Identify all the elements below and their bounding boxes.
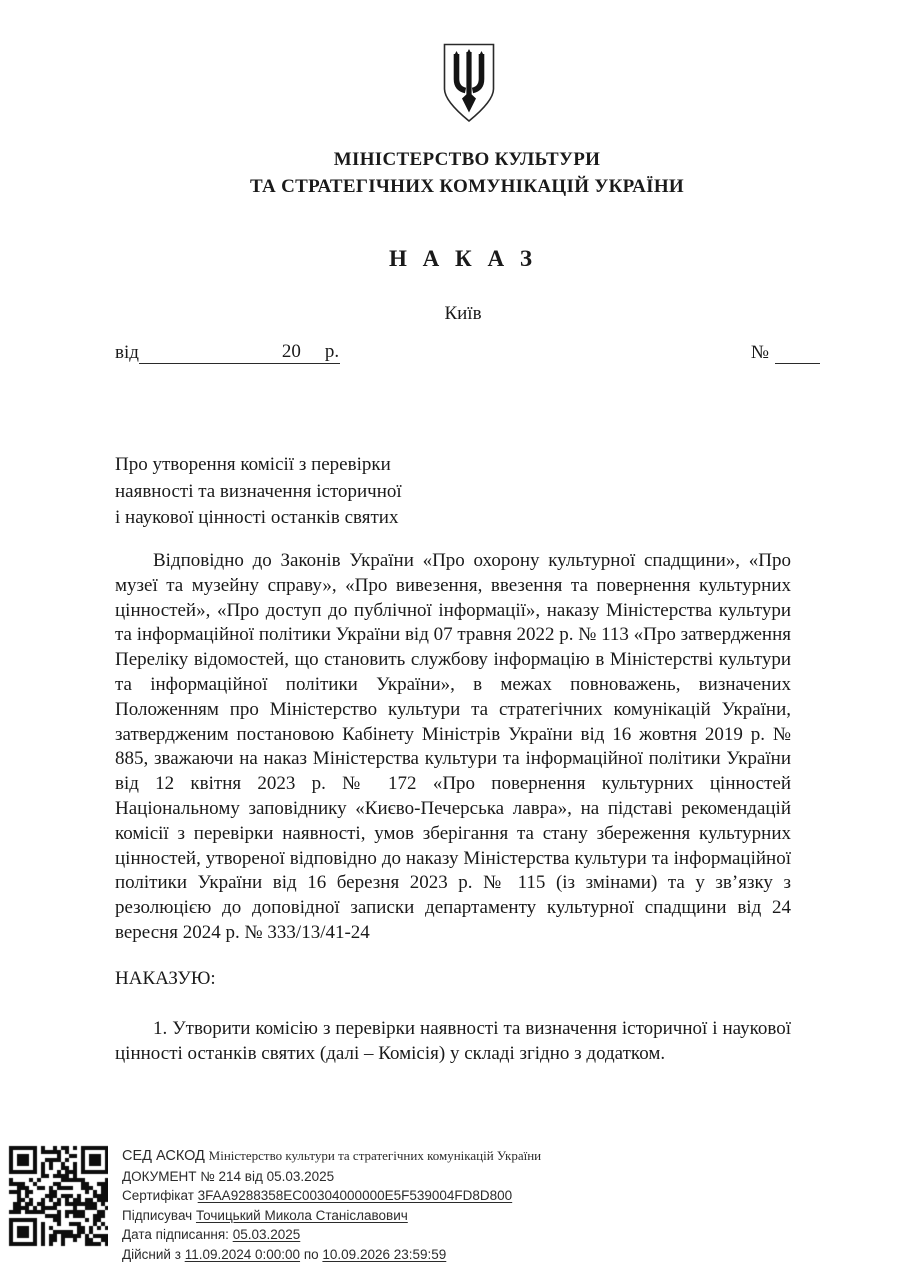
valid-from-label: Дійсний з	[122, 1246, 181, 1262]
year-suffix: р.	[324, 341, 340, 362]
document-title: Н А К А З	[389, 246, 537, 271]
ministry-name-line2: ТА СТРАТЕГІЧНИХ КОМУНІКАЦІЙ УКРАЇНИ	[249, 176, 685, 197]
qr-code	[8, 1144, 108, 1248]
subject-line: наявності та визначення історичної	[115, 480, 402, 502]
date-blank-group	[115, 341, 340, 364]
coat-of-arms	[442, 42, 496, 124]
tryzub-icon	[442, 42, 496, 124]
subject-block	[115, 452, 535, 532]
valid-to-label: по	[303, 1246, 319, 1262]
document-from-label: від	[244, 1168, 263, 1184]
signer-name: Точицький Микола Станіславович	[195, 1207, 408, 1223]
document-date: 05.03.2025	[266, 1168, 335, 1184]
year-prefix: 20	[281, 341, 301, 362]
stamp-sign-date-line	[122, 1225, 541, 1245]
certificate-value: 3FAA9288358EC00304000000E5F539004FD8D800	[197, 1188, 513, 1203]
preamble-paragraph: Відповідно до Законів України «Про охорону культурної спадщини», «Про музеї та музейну справу», «Про вивезення, ввезення та повернення культурних цінностей», «Про доступ до публічної інформації», наказу Міністерства культури та інформаційної політики України від 07 травня 2022 р. № 113 «Про затвердження Переліку відомостей, що становить службову інформацію в Міністерстві культури та інформаційної політики України», в межах повноважень, визначених Положенням про Міністерство культури та стратегічних комунікацій України, затвердженим постановою Кабінету Міністрів України від 16 жовтня 2019 р. № 885, зважаючи на наказ Міністерства культури та інформаційної політики України від 12 квітня 2023 р. № 172 «Про повернення культурних цінностей Національному заповіднику «Києво-Печерська лавра», на підставі рекомендацій комісії з перевірки наявності, умов зберігання та стану збереження культурних цінностей, утвореної відповідно до наказу Міністерства культури та інформаційної політики України від 16 березня 2023 р. № 115 (із змінами) та у зв’язку з резолюцією до доповідної записки департаменту культурної спадщини від 24 вересня 2024 р. № 333/13/41-24	[115, 550, 791, 943]
city-label: Київ	[444, 303, 482, 324]
stamp-signer-line	[122, 1206, 541, 1226]
sign-date-label: Дата підписання:	[122, 1227, 229, 1242]
stamp-document-line	[122, 1167, 541, 1187]
year-blank-line	[302, 342, 324, 364]
stamp-certificate-line	[122, 1186, 541, 1206]
certificate-label: Сертифікат	[122, 1188, 194, 1203]
date-blank-line	[139, 342, 281, 364]
ministry-name	[14, 146, 906, 200]
signature-stamp-text	[122, 1144, 541, 1264]
number-blank-group	[751, 342, 820, 364]
order-item-1: 1. Утворити комісію з перевірки наявності та визначення історичної і наукової цінності останків святих (далі – Комісія) у складі згідно з додатком.	[115, 1017, 791, 1064]
stamp-system-line	[122, 1146, 541, 1167]
sign-date-value: 05.03.2025	[232, 1227, 301, 1242]
sed-system-label: СЕД АСКОД	[122, 1148, 205, 1164]
date-from-label: від	[115, 342, 139, 363]
number-blank-line	[775, 342, 820, 364]
document-number: 214	[218, 1168, 242, 1184]
signature-stamp	[8, 1144, 541, 1264]
valid-from-value: 11.09.2024 0:00:00	[184, 1246, 301, 1262]
number-sign-label: №	[750, 342, 769, 363]
order-body	[115, 549, 791, 1066]
subject-line: і наукової цінності останків святих	[115, 507, 399, 528]
document-label: ДОКУМЕНТ №	[122, 1168, 215, 1184]
valid-to-value: 10.09.2026 23:59:59	[322, 1246, 447, 1262]
order-verb-heading: НАКАЗУЮ:	[115, 967, 216, 989]
subject-line: Про утворення комісії з перевірки	[115, 454, 391, 475]
stamp-org-name: Міністерство культури та стратегічних комунікацій України	[208, 1148, 542, 1163]
ministry-name-line1: МІНІСТЕРСТВО КУЛЬТУРИ	[333, 149, 601, 170]
signer-label: Підписувач	[122, 1207, 193, 1223]
stamp-validity-line	[122, 1245, 541, 1265]
date-number-row	[115, 341, 820, 364]
